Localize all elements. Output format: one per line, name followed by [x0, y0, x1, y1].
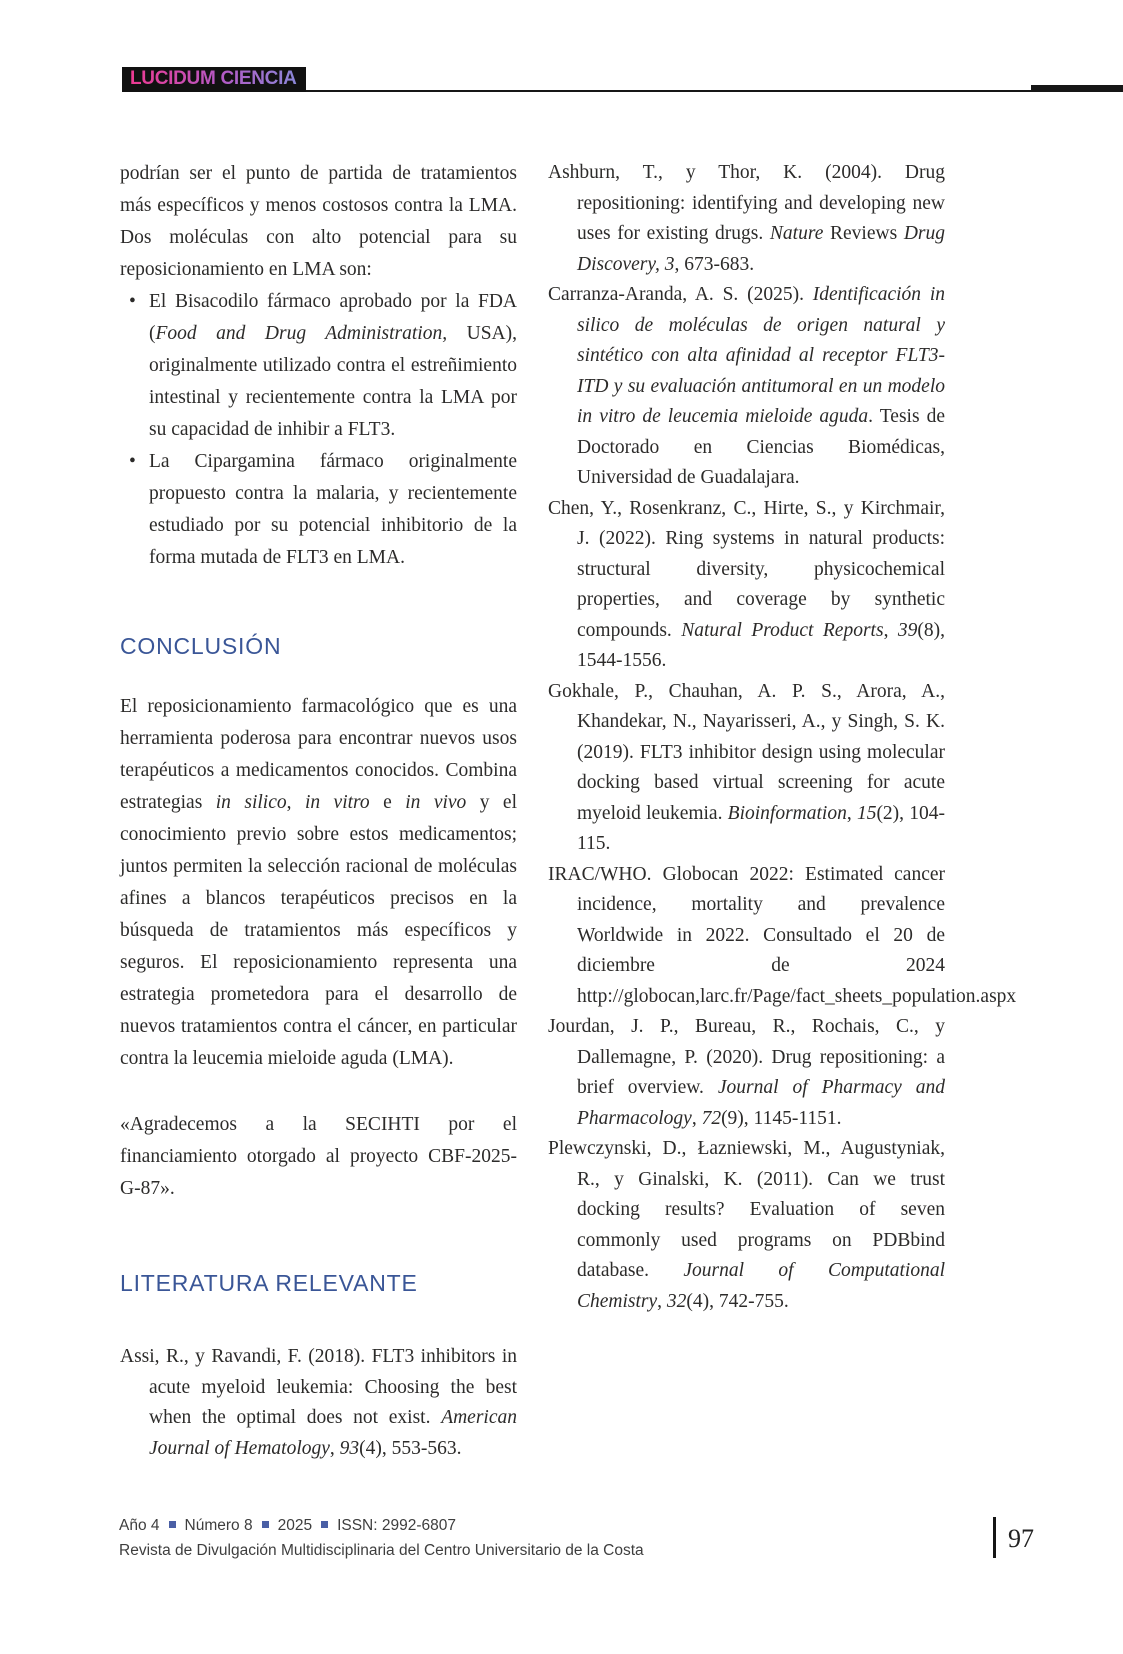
reference-list-right [548, 158, 1017, 1317]
header-rule-thin [306, 90, 1063, 92]
reference-entry: Gokhale, P., Chauhan, A. P. S., Arora, A., Khandekar, N., Nayarisseri, A., y Singh, S. K. (2019). FLT3 inhibitor design using molecular docking based virtual screening for acute myeloid leukemia. Bioinformation, 15(2), 104-115. [548, 680, 946, 854]
page-number: 97 [1008, 1524, 1034, 1553]
footer-meta-line [119, 1513, 644, 1538]
bullet-text: La Cipargamina fármaco originalmente propuesto contra la malaria, y recientemente estudiado por su potencial inhibitorio de la forma mutada de FLT3 en LMA. [149, 451, 517, 568]
reference-entry: Ashburn, T., y Thor, K. (2004). Drug repositioning: identifying and developing new uses for existing drugs. Nature Reviews Drug Discovery, 3, 673-683. [548, 162, 945, 275]
reference-entry: Chen, Y., Rosenkranz, C., Hirte, S., y Kirchmair, J. (2022). Ring systems in natural products: structural diversity, physicochemical properties, and coverage by synthetic compounds. Natural Product Reports, 39(8), 1544-1556. [548, 497, 945, 671]
conclusion-heading: CONCLUSIÓN [120, 633, 282, 659]
bullet-item [120, 446, 517, 574]
footer-meta-item: Año 4 [119, 1517, 160, 1534]
reference-entry: Plewczynski, D., Łazniewski, M., Augustyniak, R., y Ginalski, K. (2011). Can we trust docking results? Evaluation of seven commonly used programs on PDBbind database. Journal of Computational Chemistry, 32(4), 742-755. [548, 1138, 945, 1312]
header-rule-thick [1031, 85, 1123, 92]
intro-paragraph: podrían ser el punto de partida de tratamientos más específicos y menos costosos contra la LMA. Dos moléculas con alto potencial para su reposicionamiento en LMA son: [120, 163, 517, 280]
page-number-block [993, 1517, 1034, 1558]
acknowledgement-paragraph: «Agradecemos a la SECIHTI por el financiamiento otorgado al proyecto CBF-2025-G-87». [120, 1114, 517, 1199]
footer-meta-item: 2025 [253, 1517, 312, 1534]
bullet-text: El Bisacodilo fármaco aprobado por la FDA (Food and Drug Administration, USA), originalmente utilizado contra el estreñimiento intestinal y recientemente contra la LMA por su capacidad de inhibir a FLT3. [149, 291, 517, 440]
reference-entry: IRAC/WHO. Globocan 2022: Estimated cancer incidence, mortality and prevalence Worldwide in 2022. Consultado el 20 de diciembre de 2024 http://globocan,larc.fr/Page/fact_sheets_population.aspx [548, 863, 1017, 1007]
footer-meta-item: ISSN: 2992-6807 [312, 1517, 456, 1534]
footer-journal-name: Revista de Divulgación Multidisciplinaria del Centro Universitario de la Costa [119, 1542, 644, 1559]
reference-list-left [120, 1342, 517, 1464]
reference-entry: Jourdan, J. P., Bureau, R., Rochais, C., y Dallemagne, P. (2020). Drug repositioning: a brief overview. Journal of Pharmacy and Pharmacology, 72(9), 1145-1151. [548, 1016, 945, 1129]
footer-meta-item: Número 8 [160, 1517, 253, 1534]
literature-heading: LITERATURA RELEVANTE [120, 1270, 418, 1296]
right-column [548, 158, 1017, 1464]
footer [119, 1513, 644, 1563]
main-columns [120, 158, 1017, 1464]
page-number-divider [993, 1517, 996, 1558]
drug-bullet-list [120, 286, 517, 574]
left-column [120, 158, 517, 1464]
journal-logo-box [122, 67, 306, 92]
journal-title: LUCIDUM CIENCIA [130, 68, 297, 89]
reference-entry: Assi, R., y Ravandi, F. (2018). FLT3 inhibitors in acute myeloid leukemia: Choosing the best when the optimal does not exist. American Journal of Hematology, 93(4), 553-563. [120, 1346, 517, 1459]
bullet-item [120, 286, 517, 446]
reference-entry: Carranza-Aranda, A. S. (2025). Identificación in silico de moléculas de origen natural y sintético con alta afinidad al receptor FLT3-ITD y su evaluación antitumoral en un modelo in vitro de leucemia mieloide aguda. Tesis de Doctorado en Ciencias Biomédicas, Universidad de Guadalajara. [548, 284, 945, 488]
conclusion-paragraph: El reposicionamiento farmacológico que es una herramienta poderosa para encontrar nuevos usos terapéuticos a medicamentos conocidos. Combina estrategias in silico, in vitro e in vivo y el conocimiento previo sobre estos medicamentos; juntos permiten la selección racional de moléculas afines a blancos terapéuticos precisos en la búsqueda de tratamientos más específicos y seguros. El reposicionamiento representa una estrategia prometedora para el desarrollo de nuevos tratamientos contra el cáncer, en particular contra la leucemia mieloide aguda (LMA). [120, 696, 518, 1069]
